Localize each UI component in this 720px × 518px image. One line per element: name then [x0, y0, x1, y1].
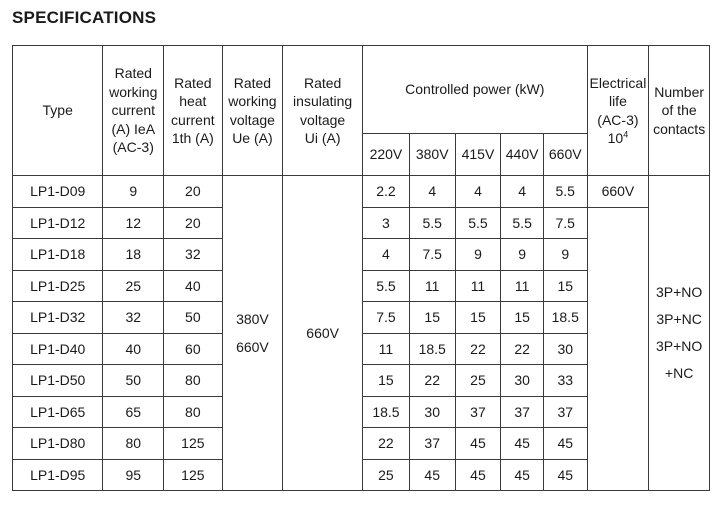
cell-heat: 80	[164, 396, 223, 428]
header-electrical-life: Electrical life (AC-3) $10^4$	[587, 46, 649, 176]
cell-power-220v: 15	[363, 365, 410, 397]
cell-power-660v: 15	[543, 270, 587, 302]
cell-power-415v: 9	[455, 239, 501, 271]
specifications-table	[12, 45, 710, 491]
cell-current: 18	[103, 239, 164, 271]
cell-current: 32	[103, 302, 164, 334]
header-rated-heat-current: Rated heat current 1th (A)	[164, 46, 223, 176]
cell-power-220v: 25	[363, 459, 410, 491]
cell-electrical-life-blank	[587, 207, 649, 491]
cell-heat: 40	[164, 270, 223, 302]
cell-power-660v: 30	[543, 333, 587, 365]
cell-type: LP1-D65	[13, 396, 103, 428]
cell-heat: 20	[164, 176, 223, 208]
cell-power-380v: 4	[409, 176, 455, 208]
cell-power-415v: 15	[455, 302, 501, 334]
header-rated-working-voltage: Rated working voltage Ue (A)	[222, 46, 283, 176]
cell-power-440v: 9	[501, 239, 544, 271]
cell-type: LP1-D12	[13, 207, 103, 239]
cell-power-440v: 30	[501, 365, 544, 397]
cell-power-660v: 18.5	[543, 302, 587, 334]
cell-power-415v: 5.5	[455, 207, 501, 239]
header-number-of-contacts: Number of the contacts	[649, 46, 710, 176]
cell-power-660v: 7.5	[543, 207, 587, 239]
cell-power-220v: 3	[363, 207, 410, 239]
cell-power-220v: 7.5	[363, 302, 410, 334]
cell-type: LP1-D80	[13, 428, 103, 460]
cell-power-380v: 7.5	[409, 239, 455, 271]
cell-power-440v: 15	[501, 302, 544, 334]
cell-current: 12	[103, 207, 164, 239]
cell-current: 65	[103, 396, 164, 428]
cell-power-415v: 25	[455, 365, 501, 397]
cell-power-415v: 11	[455, 270, 501, 302]
cell-type: LP1-D25	[13, 270, 103, 302]
cell-type: LP1-D09	[13, 176, 103, 208]
cell-current: 80	[103, 428, 164, 460]
cell-heat: 125	[164, 459, 223, 491]
cell-heat: 60	[164, 333, 223, 365]
header-controlled-power: Controlled power (kW)	[363, 46, 588, 134]
header-type: Type	[13, 46, 103, 176]
cell-power-440v: 22	[501, 333, 544, 365]
header-rated-insulating-voltage: Rated insulating voltage Ui (A)	[283, 46, 363, 176]
cell-power-660v: 5.5	[543, 176, 587, 208]
cell-power-440v: 5.5	[501, 207, 544, 239]
cell-power-415v: 37	[455, 396, 501, 428]
cell-power-220v: 2.2	[363, 176, 410, 208]
cell-type: LP1-D18	[13, 239, 103, 271]
cell-heat: 50	[164, 302, 223, 334]
cell-power-380v: 5.5	[409, 207, 455, 239]
cell-power-220v: 11	[363, 333, 410, 365]
cell-power-415v: 45	[455, 459, 501, 491]
cell-power-380v: 30	[409, 396, 455, 428]
cell-power-440v: 45	[501, 459, 544, 491]
cell-power-380v: 11	[409, 270, 455, 302]
cell-power-660v: 45	[543, 459, 587, 491]
cell-power-440v: 11	[501, 270, 544, 302]
cell-power-660v: 37	[543, 396, 587, 428]
header-power-220v: 220V	[363, 134, 410, 176]
cell-power-415v: 45	[455, 428, 501, 460]
header-power-380v: 380V	[409, 134, 455, 176]
cell-type: LP1-D50	[13, 365, 103, 397]
cell-power-220v: 5.5	[363, 270, 410, 302]
header-rated-working-current: Rated working current (A) IeA (AC-3)	[103, 46, 164, 176]
cell-contacts: 3P+NO 3P+NC 3P+NO +NC	[649, 176, 710, 491]
cell-working-voltage: 380V 660V	[222, 176, 283, 491]
cell-current: 40	[103, 333, 164, 365]
cell-electrical-life: 660V	[587, 176, 649, 208]
cell-power-220v: 22	[363, 428, 410, 460]
cell-power-380v: 45	[409, 459, 455, 491]
cell-current: 9	[103, 176, 164, 208]
cell-type: LP1-D40	[13, 333, 103, 365]
cell-heat: 125	[164, 428, 223, 460]
cell-power-660v: 9	[543, 239, 587, 271]
cell-current: 50	[103, 365, 164, 397]
cell-heat: 32	[164, 239, 223, 271]
cell-power-660v: 45	[543, 428, 587, 460]
cell-power-440v: 4	[501, 176, 544, 208]
cell-power-220v: 18.5	[363, 396, 410, 428]
cell-type: LP1-D32	[13, 302, 103, 334]
header-power-415v: 415V	[455, 134, 501, 176]
page-title: SPECIFICATIONS	[12, 8, 157, 27]
cell-insulating-voltage: 660V	[283, 176, 363, 491]
cell-power-440v: 45	[501, 428, 544, 460]
cell-power-380v: 37	[409, 428, 455, 460]
cell-power-415v: 22	[455, 333, 501, 365]
cell-type: LP1-D95	[13, 459, 103, 491]
cell-power-380v: 15	[409, 302, 455, 334]
cell-power-440v: 37	[501, 396, 544, 428]
cell-power-660v: 33	[543, 365, 587, 397]
table-row	[13, 176, 710, 208]
cell-power-220v: 4	[363, 239, 410, 271]
cell-power-380v: 18.5	[409, 333, 455, 365]
cell-current: 25	[103, 270, 164, 302]
cell-heat: 20	[164, 207, 223, 239]
header-power-660v: 660V	[543, 134, 587, 176]
cell-power-415v: 4	[455, 176, 501, 208]
cell-heat: 80	[164, 365, 223, 397]
header-row	[13, 46, 710, 134]
header-power-440v: 440V	[501, 134, 544, 176]
cell-current: 95	[103, 459, 164, 491]
cell-power-380v: 22	[409, 365, 455, 397]
